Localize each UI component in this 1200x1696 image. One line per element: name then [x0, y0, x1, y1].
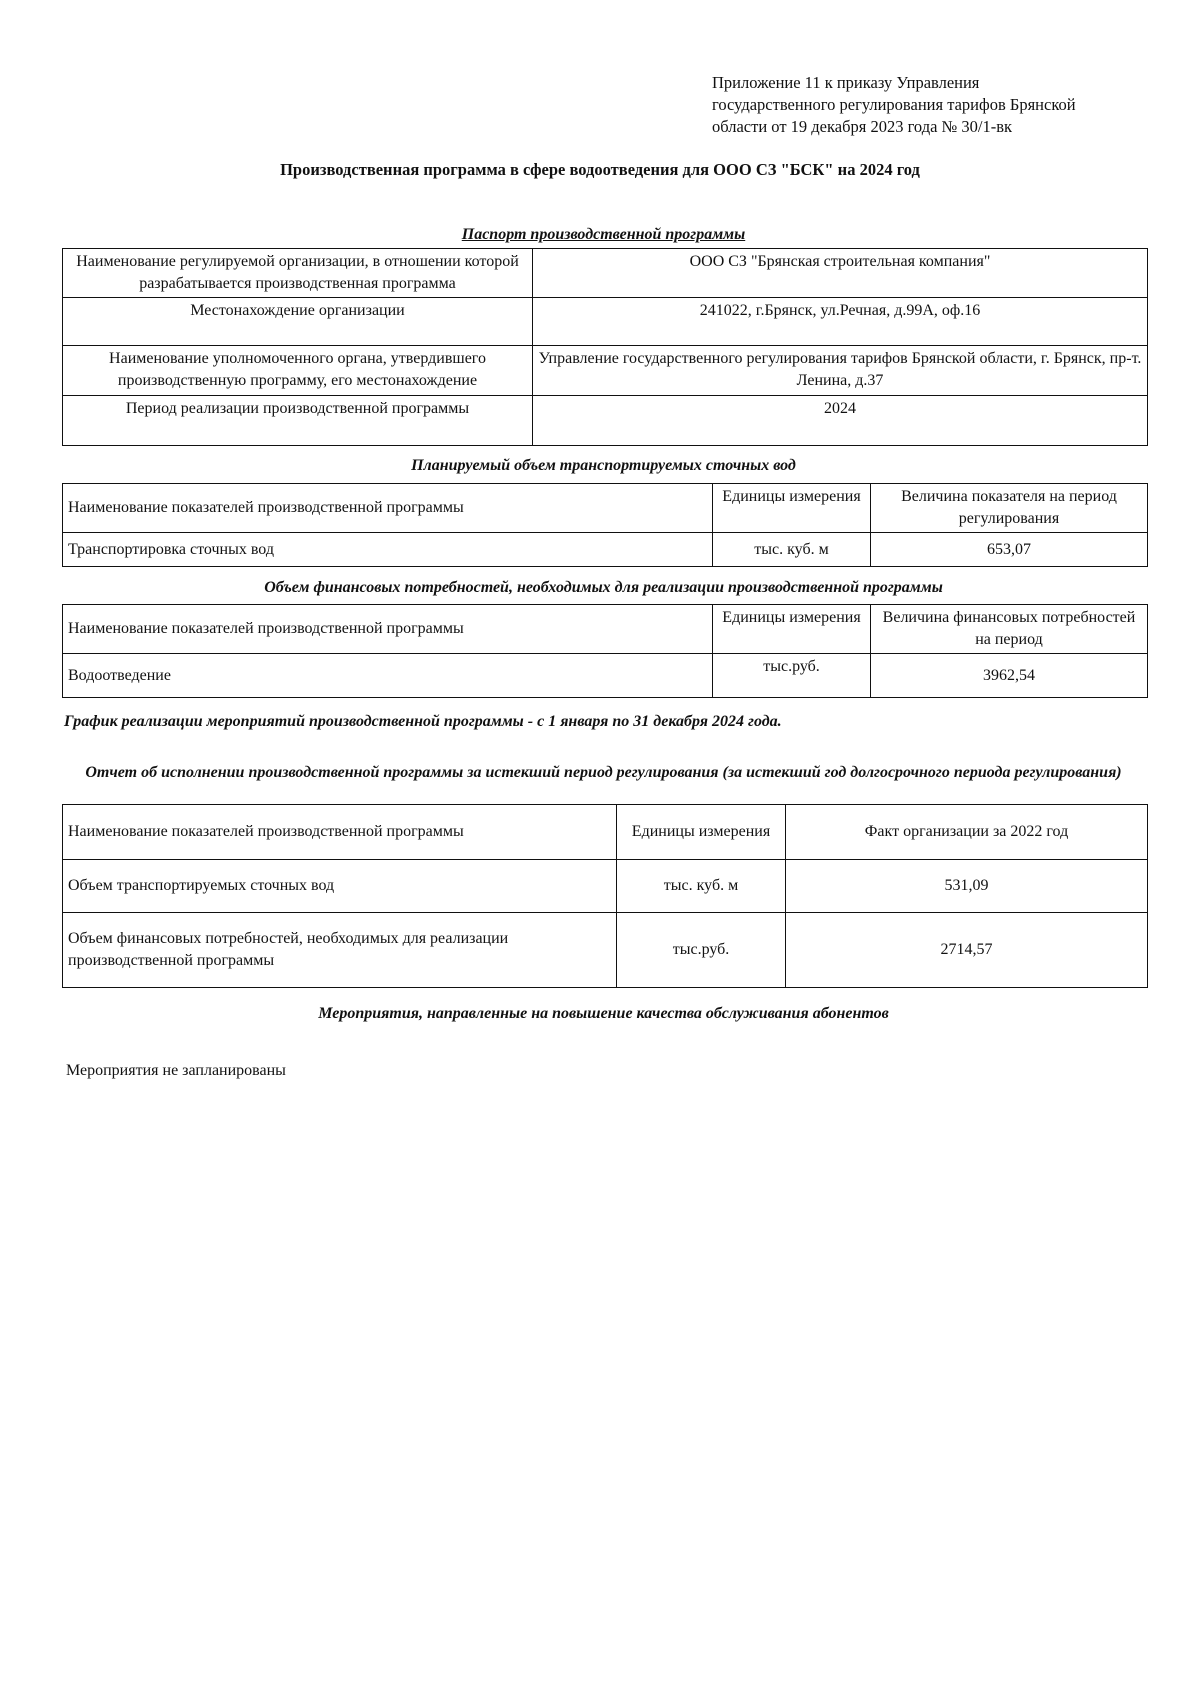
passport-label: Наименование регулируемой организации, в отношении которой разрабатывается производственная программа — [63, 249, 533, 298]
table-row — [63, 913, 1148, 988]
column-header: Единицы измерения — [713, 484, 871, 533]
passport-value: ООО СЗ "Брянская строительная компания" — [533, 249, 1148, 298]
passport-value: 241022, г.Брянск, ул.Речная, д.99А, оф.16 — [533, 298, 1148, 346]
table-row — [63, 396, 1148, 446]
finance-title: Объем финансовых потребностей, необходимых для реализации производственной программы — [264, 579, 943, 596]
passport-title: Паспорт производственной программы — [461, 226, 746, 243]
indicator-name: Транспортировка сточных вод — [63, 533, 713, 567]
table-row — [63, 805, 1148, 860]
column-header: Единицы измерения — [713, 605, 871, 654]
passport-label: Наименование уполномоченного органа, утвердившего производственную программу, его местонахождение — [63, 346, 533, 396]
table-row — [63, 860, 1148, 913]
indicator-name: Объем финансовых потребностей, необходимых для реализации производственной программы — [63, 913, 617, 988]
unit: тыс.руб. — [713, 654, 871, 698]
measures-text: Мероприятия не запланированы — [66, 1062, 286, 1079]
unit: тыс.руб. — [617, 913, 786, 988]
appendix-line: области от 19 декабря 2023 года № 30/1-вк — [712, 117, 1013, 136]
table-row — [63, 298, 1148, 346]
passport-label: Период реализации производственной программы — [63, 396, 533, 446]
column-header: Факт организации за 2022 год — [786, 805, 1148, 860]
value: 2714,57 — [786, 913, 1148, 988]
table-row — [63, 249, 1148, 298]
volume-title: Планируемый объем транспортируемых сточных вод — [411, 457, 796, 474]
table-row — [63, 484, 1148, 533]
passport-value: 2024 — [533, 396, 1148, 446]
value: 531,09 — [786, 860, 1148, 913]
passport-label: Местонахождение организации — [63, 298, 533, 346]
column-header: Величина показателя на период регулирования — [871, 484, 1148, 533]
report-table — [62, 804, 1148, 988]
schedule-note: График реализации мероприятий производственной программы - с 1 января по 31 декабря 2024 года. — [64, 713, 782, 730]
passport-table — [62, 248, 1148, 446]
passport-value: Управление государственного регулирования тарифов Брянской области, г. Брянск, пр-т. Ленина, д.37 — [533, 346, 1148, 396]
column-header: Единицы измерения — [617, 805, 786, 860]
measures-title: Мероприятия, направленные на повышение качества обслуживания абонентов — [318, 1005, 889, 1022]
indicator-name: Объем транспортируемых сточных вод — [63, 860, 617, 913]
unit: тыс. куб. м — [713, 533, 871, 567]
indicator-name: Водоотведение — [63, 654, 713, 698]
unit: тыс. куб. м — [617, 860, 786, 913]
appendix-note — [712, 72, 1132, 138]
appendix-line: государственного регулирования тарифов Брянской — [712, 95, 1076, 114]
table-row — [63, 654, 1148, 698]
table-row — [63, 346, 1148, 396]
column-header: Наименование показателей производственной программы — [63, 805, 617, 860]
column-header: Наименование показателей производственной программы — [63, 484, 713, 533]
table-row — [63, 605, 1148, 654]
report-title: Отчет об исполнении производственной программы за истекший период регулирования (за истекший год долгосрочного периода регулирования) — [85, 764, 1122, 781]
value: 653,07 — [871, 533, 1148, 567]
column-header: Наименование показателей производственной программы — [63, 605, 713, 654]
appendix-line: Приложение 11 к приказу Управления — [712, 73, 980, 92]
table-row — [63, 533, 1148, 567]
volume-table — [62, 483, 1148, 567]
finance-table — [62, 604, 1148, 698]
column-header: Величина финансовых потребностей на период — [871, 605, 1148, 654]
value: 3962,54 — [871, 654, 1148, 698]
document-title: Производственная программа в сфере водоотведения для ООО СЗ "БСК" на 2024 год — [280, 160, 920, 179]
